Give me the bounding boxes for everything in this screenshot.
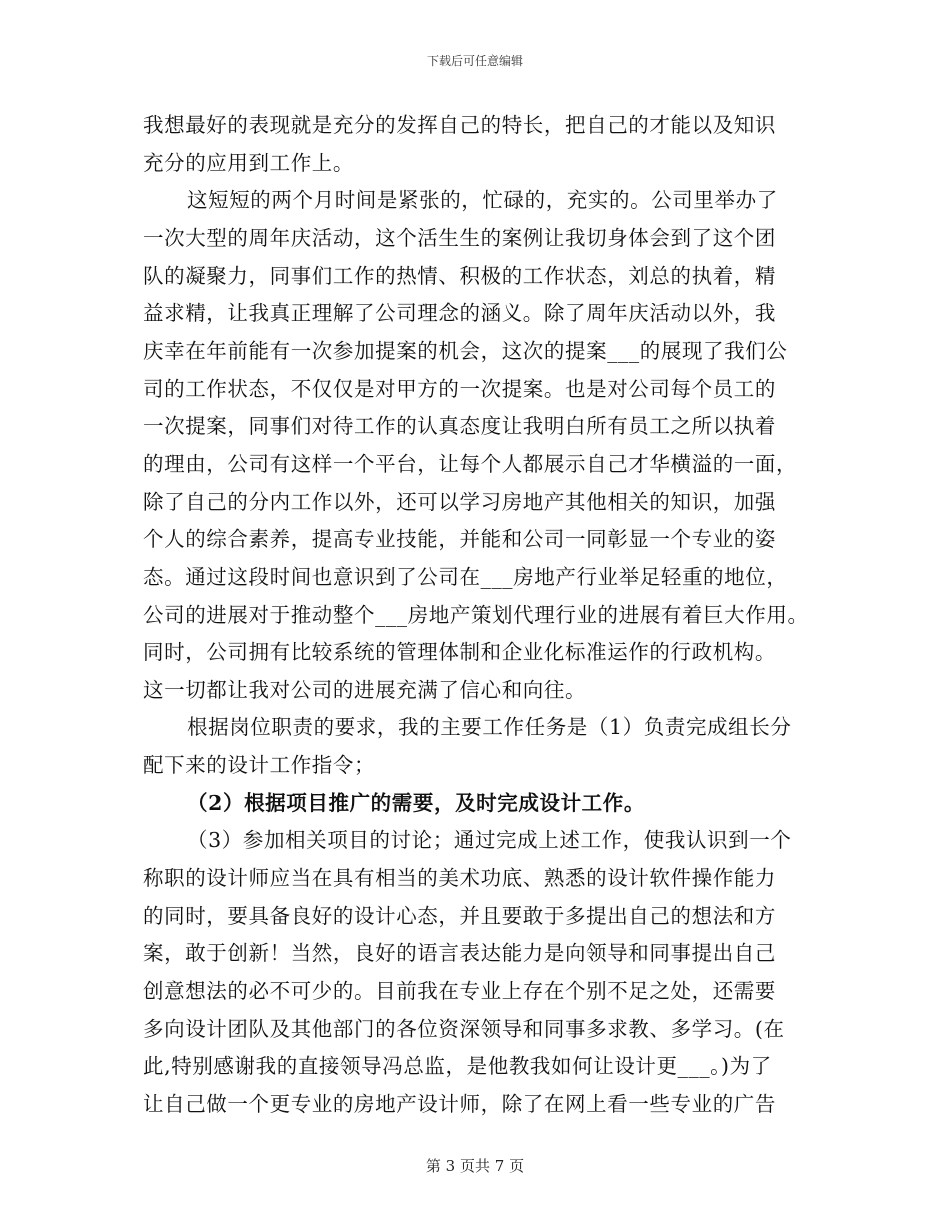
text-line: 创意想法的必不可少的。目前我在专业上存在个别不足之处，还需要 [143,979,776,1003]
text-line: 多向设计团队及其他部门的各位资深领导和同事多求教、多学习。(在 [143,1017,785,1041]
text-line: 态。通过这段时间也意识到了公司在___房地产行业举足轻重的地位， [143,565,788,589]
text-line-bold: （2）根据项目推广的需要，及时完成设计工作。 [187,791,645,815]
text-line: 案，敢于创新！当然，良好的语言表达能力是向领导和同事提出自己 [143,941,776,965]
text-line: 庆幸在年前能有一次参加提案的机会，这次的提案___的展现了我们公 [143,339,788,363]
text-line: 我想最好的表现就是充分的发挥自己的特长，把自己的才能以及知识 [143,113,776,137]
text-line: （3）参加相关项目的讨论；通过完成上述工作，使我认识到一个 [187,828,792,852]
text-line: 同时，公司拥有比较系统的管理体制和企业化标准运作的行政机构。 [143,640,776,664]
text-line: 一次提案，同事们对待工作的认真态度让我明白所有员工之所以执着 [143,414,776,438]
text-line: 公司的进展对于推动整个___房地产策划代理行业的进展有着巨大作用。 [143,603,809,627]
text-line: 配下来的设计工作指令； [143,753,376,777]
text-line: 一次大型的周年庆活动，这个活生生的案例让我切身体会到了这个团 [143,226,776,250]
page-footer: 第 3 页共 7 页 [425,1157,525,1175]
text-line: 司的工作状态，不仅仅是对甲方的一次提案。也是对公司每个员工的 [143,377,776,401]
text-line: 这短短的两个月时间是紧张的，忙碌的，充实的。公司里举办了 [187,188,778,212]
text-line: 称职的设计师应当在具有相当的美术功底、熟悉的设计软件操作能力 [143,866,776,890]
text-line: 的同时，要具备良好的设计心态，并且要敢于多提出自己的想法和方 [143,904,776,928]
text-line: 除了自己的分内工作以外，还可以学习房地产其他相关的知识，加强 [143,490,776,514]
text-line: 根据岗位职责的要求，我的主要工作任务是（1）负责完成组长分 [187,715,792,739]
text-line: 队的凝聚力，同事们工作的热情、积极的工作状态，刘总的执着，精 [143,264,776,288]
text-line: 的理由，公司有这样一个平台，让每个人都展示自己才华横溢的一面， [143,452,798,476]
page-header: 下载后可任意编辑 [426,54,523,68]
text-line: 这一切都让我对公司的进展充满了信心和向往。 [143,678,587,702]
text-line: 让自己做一个更专业的房地产设计师，除了在网上看一些专业的广告 [143,1092,776,1116]
text-line: 此,特别感谢我的直接领导冯总监，是他教我如何让设计更___。)为了 [143,1054,772,1078]
text-line: 充分的应用到工作上。 [143,151,354,175]
text-line: 个人的综合素养，提高专业技能，并能和公司一同彰显一个专业的姿 [143,527,776,551]
text-line: 益求精，让我真正理解了公司理念的涵义。除了周年庆活动以外，我 [143,301,776,325]
